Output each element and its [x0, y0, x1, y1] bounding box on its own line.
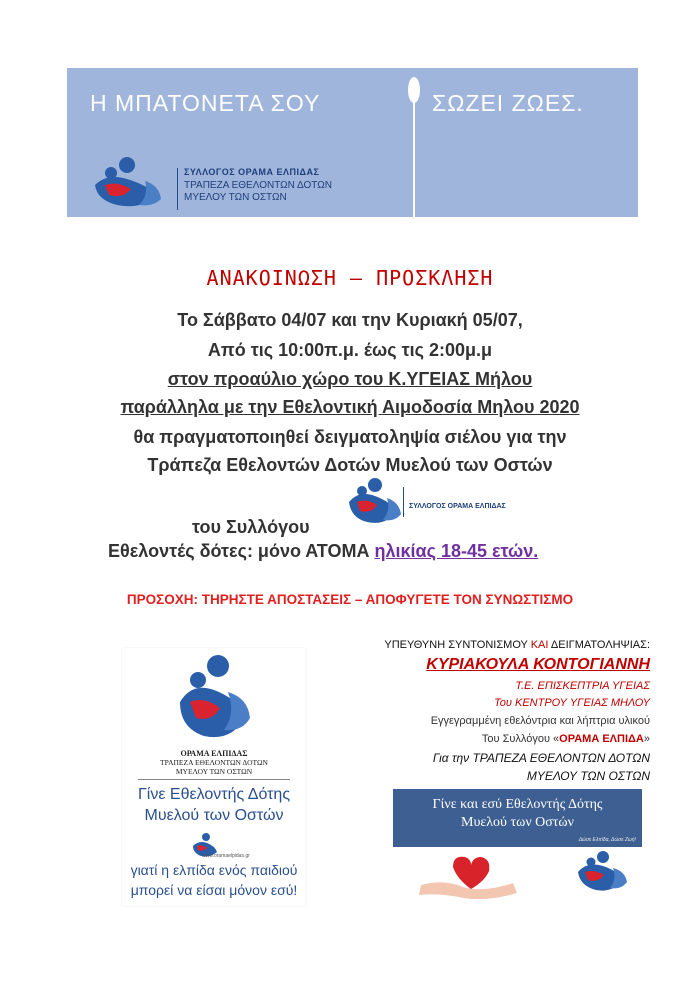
left-poster	[122, 648, 306, 906]
sampling-line: θα πραγματοποιηθεί δειγματοληψία σιέλου για την	[133, 427, 567, 447]
coordinator-center: Του ΚΕΝΤΡΟΥ ΥΓΕΙΑΣ ΜΗΛΟΥ	[494, 697, 650, 709]
poster-bank-line1: ΤΡΑΠΕΖΑ ΕΘΕΛΟΝΤΩΝ ΔΟΤΩΝ	[160, 758, 268, 767]
association-logo-icon	[345, 476, 405, 528]
poster-why-line1: γιατί η ελπίδα ενός παιδιού	[130, 862, 298, 878]
poster-bank-line2: ΜΥΕΛΟΥ ΤΩΝ ΟΣΤΩΝ	[175, 767, 253, 776]
role-prefix: ΥΠΕΥΘΥΝΗ ΣΥΝΤΟΝΙΣΜΟΥ	[384, 639, 531, 651]
coordinator-bank-line2: ΜΥΕΛΟΥ ΤΩΝ ΟΣΤΩΝ	[526, 769, 650, 783]
banner-org-name: ΣΥΛΛΟΓΟΣ ΟΡΑΜΑ ΕΛΠΙΔΑΣ	[184, 167, 320, 177]
coordinator-registered: Εγγεγραμμένη εθελόντρια και λήπτρια υλικού	[430, 715, 650, 727]
coordinator-role	[384, 639, 650, 651]
donors-prefix: Εθελοντές δότες: μόνο ΑΤΟΜΑ	[108, 541, 370, 561]
right-poster-line2: Μυελού των Οστών	[461, 815, 574, 830]
role-and: ΚΑΙ	[530, 639, 549, 651]
banner-divider	[177, 168, 178, 210]
poster-give-line1: Γίνε Εθελοντής Δότης	[137, 786, 291, 803]
donors-age: ηλικίας 18-45 ετών.	[374, 541, 539, 561]
poster-org-name: ΟΡΑΜΑ ΕΛΠΙΔΑΣ	[180, 749, 248, 758]
association-logo-icon	[573, 849, 633, 894]
coordinator-association	[482, 733, 650, 745]
blood-drive-line: παράλληλα με την Εθελοντική Αιμοδοσία Μηλου 2020	[120, 397, 580, 417]
inline-logo-text: ΣΥΛΛΟΓΟΣ ΟΡΑΜΑ ΕΛΠΙΔΑΣ	[409, 503, 506, 510]
right-poster	[393, 789, 642, 897]
right-poster-tagline: Δώσε Ελπίδα, Δώσε Ζωή!	[578, 837, 636, 843]
time-line: Από τις 10:00π.μ. έως τις 2:00μ.μ	[207, 340, 493, 360]
assoc-suffix: »	[643, 733, 650, 745]
right-poster-band	[393, 789, 642, 847]
location-line: στον προαύλιο χώρο του Κ.ΥΓΕΙΑΣ Μήλου	[167, 369, 533, 389]
coordinator-name: ΚΥΡΙΑΚΟΥΛΑ ΚΟΝΤΟΓΙΑΝΝΗ	[426, 656, 650, 673]
assoc-name: ΟΡΑΜΑ ΕΛΠΙΔΑ	[559, 733, 644, 745]
banner-slogan-right: ΣΩΖΕΙ ΖΩΕΣ.	[432, 90, 584, 116]
poster-give-line2: Μυελού των Οστών	[144, 807, 284, 824]
right-poster-line1: Γίνε και εσύ Εθελοντής Δότης	[432, 797, 603, 812]
donors-line	[108, 541, 538, 562]
warning-line: ΠΡΟΣΟΧΗ: ΤΗΡΗΣΤΕ ΑΠΟΣΤΑΣΕΙΣ – ΑΠΟΦΥΓΕΤΕ ΤΟΝ ΣΥΝΩΣΤΙΣΜΟ	[126, 592, 574, 607]
date-line: Το Σάββατο 04/07 και την Κυριακή 05/07,	[177, 310, 523, 330]
logo-divider	[403, 487, 404, 517]
top-banner	[67, 68, 638, 217]
poster-divider	[138, 779, 290, 780]
assoc-prefix: Του Συλλόγου «	[481, 733, 560, 745]
banner-bank-line2: ΜΥΕΛΟΥ ΤΩΝ ΟΣΤΩΝ	[184, 192, 287, 203]
banner-slogan-left: Η ΜΠΑΤΟΝΕΤΑ ΣΟΥ	[90, 90, 321, 116]
banner-bank-line1: ΤΡΑΠΕΖΑ ΕΘΕΛΟΝΤΩΝ ΔΟΤΩΝ	[184, 180, 332, 191]
poster-why-line2: μπορεί να είσαι μόνον εσύ!	[130, 882, 298, 898]
hands-heart-icon	[413, 849, 523, 899]
bank-line: Τράπεζα Εθελοντών Δοτών Μυελού των Οστών	[147, 455, 553, 475]
role-suffix: ΔΕΙΓΜΑΤΟΛΗΨΙΑΣ:	[548, 639, 650, 651]
coordinator-title: Τ.Ε. ΕΠΙΣΚΕΠΤΡΙΑ ΥΓΕΙΑΣ	[515, 680, 650, 692]
association-logo-icon	[87, 155, 177, 210]
poster-website: www.oramaelpidas.gr	[202, 853, 250, 859]
cotton-swab-icon	[404, 76, 424, 217]
association-logo-icon	[174, 652, 254, 750]
coordinator-bank-line1: Για την ΤΡΑΠΕΖΑ ΕΘΕΛΟΝΤΩΝ ΔΟΤΩΝ	[432, 751, 650, 765]
of-association-text: του Συλλόγου	[192, 517, 310, 537]
announcement-heading: ΑΝΑΚΟΙΝΩΣΗ – ΠΡΟΣΚΛΗΣΗ	[206, 266, 494, 290]
